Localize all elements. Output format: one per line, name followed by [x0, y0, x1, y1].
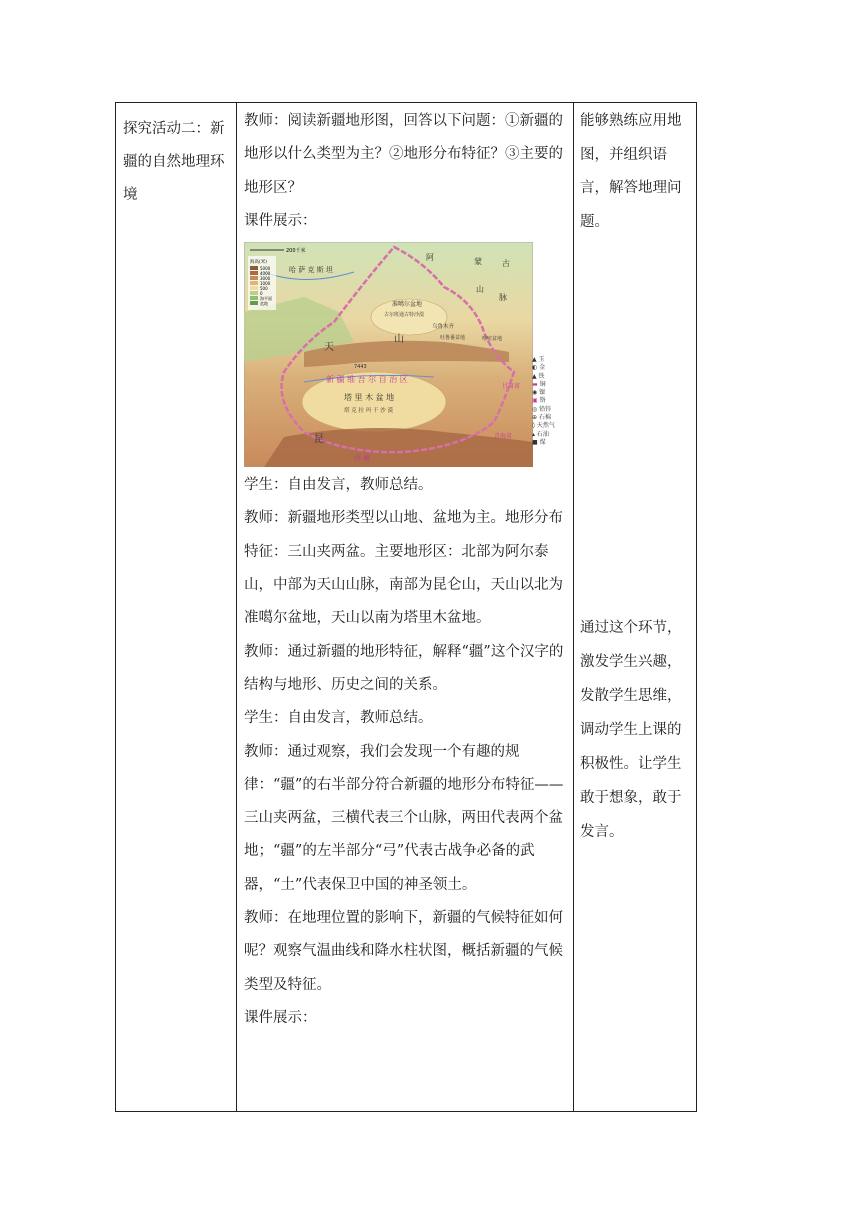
column-divider-2: [573, 103, 574, 1111]
student-response-1: 学生：自由发言，教师总结。: [244, 477, 433, 494]
label-mongolia: 蒙: [474, 257, 482, 267]
lesson-table: [115, 102, 697, 1112]
label-turpan: 吐鲁番盆地: [440, 335, 466, 342]
label-kazakhstan: 哈 萨 克 斯 坦: [289, 266, 333, 275]
svg-text:4000: 4000: [260, 271, 271, 277]
teaching-process: [244, 105, 566, 1035]
label-gurbantunggut: 古尔班通古特沙漠: [384, 312, 425, 319]
mineral-item: ▴ 石油: [532, 430, 549, 438]
label-xizang: 西 藏: [354, 454, 371, 463]
mineral-item: ◉ 镍: [532, 389, 546, 397]
mineral-item: ▬ 铜: [532, 380, 546, 388]
svg-text:山: 山: [394, 334, 404, 346]
teacher-question: 教师：阅读新疆地形图，回答以下问题：①新疆的地形以什么类型为主？②地形分布特征？③主要的地形区？: [244, 113, 563, 196]
legend-title: 海高(米): [250, 260, 268, 266]
design-intent-bottom: 通过这个环节，激发学生兴趣，发散学生思维，调动学生上课的积极性。让学生敢于想象，敢于发言。: [580, 620, 682, 840]
teacher-prompt-jiang: 教师：通过新疆的地形特征，解释“疆”这个汉字的结构与地形、历史之间的关系。: [244, 643, 564, 693]
svg-text:0: 0: [260, 291, 263, 297]
activity-title: 探究活动二：新疆的自然地理环境: [123, 121, 225, 203]
svg-text:山: 山: [476, 285, 484, 295]
teacher-climate-question: 教师：在地理位置的影响下，新疆的气候特征如何呢？观察气温曲线和降水柱状图，概括新疆的气候类型及特征。: [244, 910, 563, 993]
teacher-summary: 教师：新疆地形类型以山地、盆地为主。地形分布特征：三山夹两盆。主要地形区：北部为阿尔泰山，中部为天山山脉，南部为昆仑山，天山以北为准噶尔盆地，天山以南为塔里木盆地。: [244, 510, 563, 627]
svg-text:昆: 昆: [314, 434, 324, 446]
column-divider-1: [236, 103, 237, 1111]
mineral-item: ◐ 金: [532, 364, 546, 372]
mineral-item: ⊕ 石棉: [532, 414, 551, 422]
courseware-label: 课件展示：: [244, 212, 317, 229]
mineral-item: ■ 煤: [532, 438, 546, 446]
label-tianshan: 天: [324, 342, 334, 354]
mineral-item: ▲ 铁: [532, 372, 545, 380]
label-qinghai: 青海省: [494, 433, 513, 441]
label-xinjiang: 新 疆 维 吾 尔 自 治 区: [326, 375, 408, 385]
svg-text:1000: 1000: [260, 281, 271, 287]
svg-text:5000: 5000: [260, 266, 271, 272]
teacher-explanation: 教师：通过观察，我们会发现一个有趣的规律：“疆”的右半部分符合新疆的地形分布特征——三山夹两盆，三横代表三个山脉，两田代表两个盆地；“疆”的左半部分“弓”代表古战争必备的武器，“土”代表保卫中国的神圣领土。: [244, 743, 564, 893]
svg-text:海平面: 海平面: [260, 296, 272, 302]
svg-text:脉: 脉: [499, 293, 507, 303]
svg-text:3000: 3000: [260, 276, 271, 282]
svg-text:500: 500: [260, 286, 268, 292]
mineral-item: ▣ 铬: [532, 397, 546, 405]
label-tarim: 塔 里 木 盆 地: [344, 393, 395, 403]
label-hami: 哈密盆地: [482, 336, 503, 343]
map-scale: 200千米: [286, 248, 306, 255]
mineral-item: ◊ 天然气: [532, 422, 555, 430]
courseware-label-2: 课件展示：: [244, 1009, 317, 1026]
mineral-legend-list: [532, 356, 562, 447]
label-junggar: 准噶尔盆地: [392, 301, 423, 309]
svg-text:7443: 7443: [354, 364, 367, 371]
label-altai: 阿: [426, 253, 434, 263]
student-response-2: 学生：自由发言，教师总结。: [244, 710, 433, 727]
label-urumqi: 乌鲁木齐: [432, 324, 455, 331]
label-taklimakan: 塔 克 拉 玛 干 沙 漠: [344, 408, 393, 415]
svg-text:古: 古: [502, 259, 510, 269]
svg-text:盆地: 盆地: [260, 301, 268, 307]
mineral-item: ▲ 玉: [532, 356, 545, 363]
mineral-item: ◎ 铅锌: [532, 405, 552, 413]
xinjiang-terrain-map: [244, 242, 533, 467]
design-intent-top: 能够熟练应用地图，并组织语言，解答地理问题。: [580, 113, 682, 230]
label-gansu: 甘肃省: [502, 383, 521, 391]
